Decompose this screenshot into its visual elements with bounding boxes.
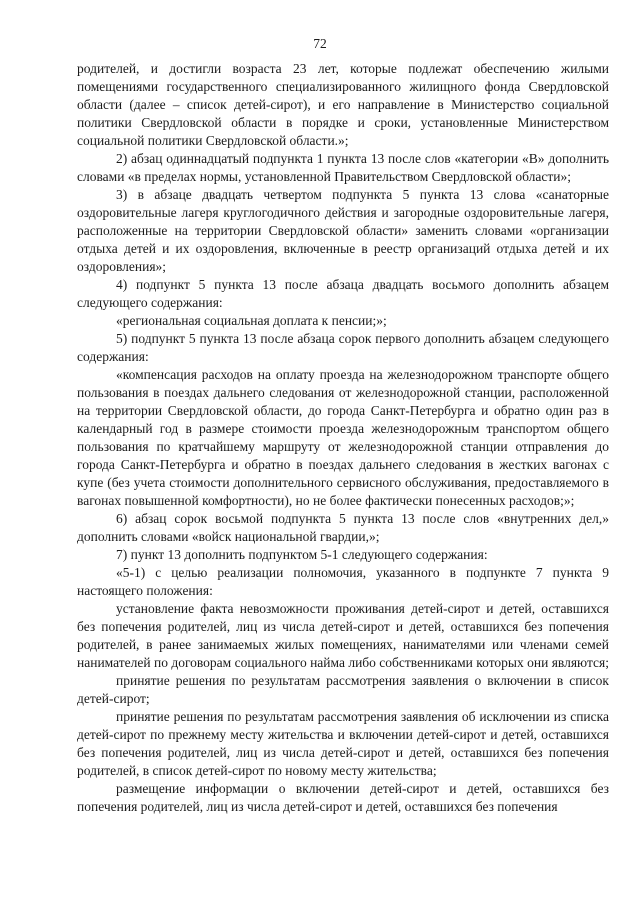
paragraph-information-placement: размещение информации о включении детей-сирот и детей, оставшихся без попечения родителей, лиц из числа детей-сирот и детей, оставшихся без попечения <box>77 781 609 814</box>
paragraph-item-4: 4) подпункт 5 пункта 13 после абзаца двадцать восьмого дополнить абзацем следующего содержания: <box>77 277 609 310</box>
paragraph-continuation: родителей, и достигли возраста 23 лет, которые подлежат обеспечению жилыми помещениями государственного специализированного жилищного фонда Свердловской области (далее – список детей-сирот), и его направление в Министерство социальной политики Свердловской области в порядке и сроки, установленные Министерством социальной политики Свердловской области.»; <box>77 61 609 148</box>
paragraph-establishment: установление факта невозможности проживания детей-сирот и детей, оставшихся без попечения родителей, лиц из числа детей-сирот и детей, оставшихся без попечения родителей, в ранее занимаемых жилых помещениях, нанимателями или членами семей нанимателей по договорам социального найма либо собственниками которых они являются; <box>77 601 609 670</box>
document-body <box>77 60 609 816</box>
paragraph-decision-exclusion: принятие решения по результатам рассмотрения заявления об исключении из списка детей-сирот по прежнему месту жительства и включении детей-сирот и детей, оставшихся без попечения родителей, лиц из числа детей-сирот и детей, оставшихся без попечения родителей, в список детей-сирот по новому месту жительства; <box>77 709 609 778</box>
page-number: 72 <box>313 36 327 51</box>
paragraph-item-3: 3) в абзаце двадцать четвертом подпункта 5 пункта 13 слова «санаторные оздоровительные лагеря круглогодичного действия и загородные оздоровительные лагеря, расположенные на территории Свердловской области» заменить словами «организации отдыха детей и их оздоровления, включенные в реестр организаций отдыха детей и их оздоровления»; <box>77 187 609 274</box>
paragraph-item-2: 2) абзац одиннадцатый подпункта 1 пункта 13 после слов «категории «В» дополнить словами «в пределах нормы, установленной Правительством Свердловской области»; <box>77 151 609 184</box>
paragraph-quote-pension: «региональная социальная доплата к пенсии;»; <box>116 313 387 328</box>
paragraph-subitem-5-1: «5-1) с целью реализации полномочия, указанного в подпункте 7 пункта 9 настоящего положения: <box>77 565 609 598</box>
paragraph-decision-inclusion: принятие решения по результатам рассмотрения заявления о включении в список детей-сирот; <box>77 673 609 706</box>
paragraph-quote-compensation: «компенсация расходов на оплату проезда на железнодорожном транспорте общего пользования в поездах дальнего следования от железнодорожной станции, расположенной на территории Свердловской области, до города Санкт-Петербурга и обратно один раз в календарный год в размере стоимости проезда железнодорожным транспортом общего пользования по кратчайшему маршруту от железнодорожной станции отправления до города Санкт-Петербурга и обратно в поездах дальнего следования в жестких вагонах с купе (без учета стоимости дополнительного сервисного обслуживания, предоставляемого в вагонах повышенной комфортности), но не более фактически понесенных расходов;»; <box>77 367 609 508</box>
paragraph-item-6: 6) абзац сорок восьмой подпункта 5 пункта 13 после слов «внутренних дел,» дополнить словами «войск национальной гвардии,»; <box>77 511 609 544</box>
paragraph-item-5: 5) подпункт 5 пункта 13 после абзаца сорок первого дополнить абзацем следующего содержания: <box>77 331 609 364</box>
paragraph-item-7: 7) пункт 13 дополнить подпунктом 5-1 следующего содержания: <box>116 547 488 562</box>
